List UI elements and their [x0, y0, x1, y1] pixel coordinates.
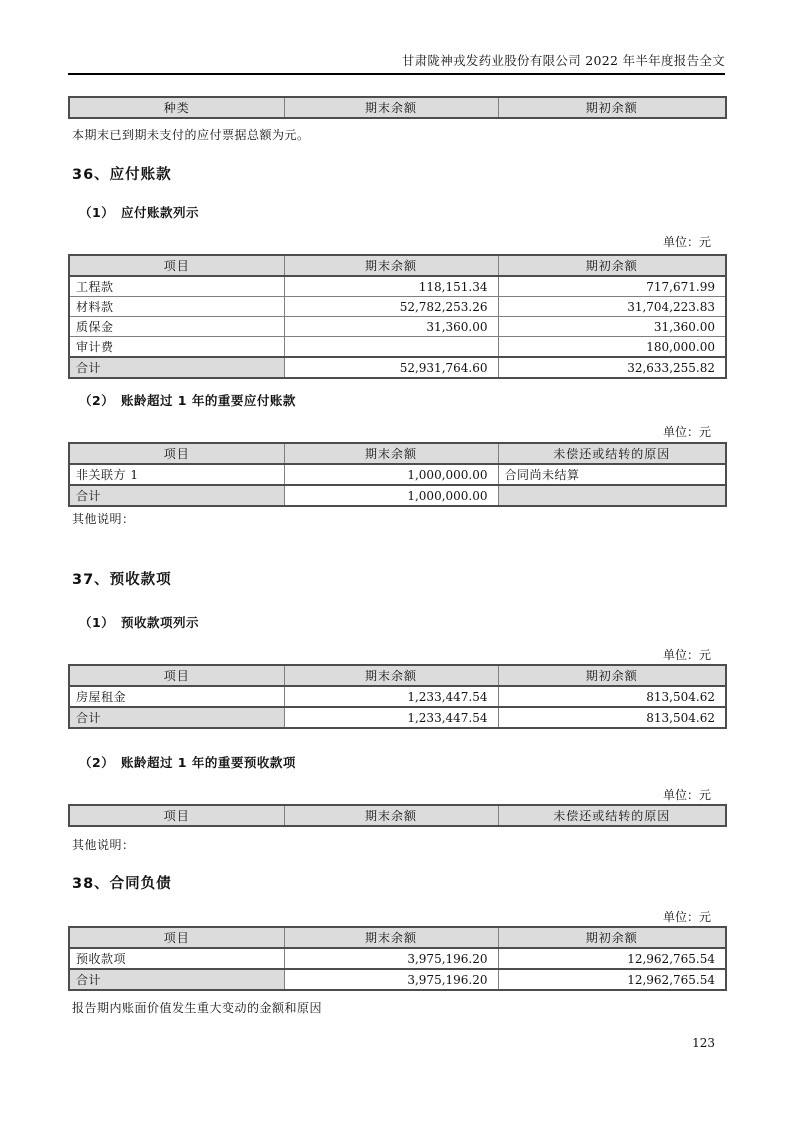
cell-item: 质保金 — [69, 317, 284, 337]
cell-item: 工程款 — [69, 276, 284, 297]
table-row — [69, 276, 726, 297]
cell-beginning-balance: 31,360.00 — [498, 317, 726, 337]
col-header-item: 项目 — [69, 665, 284, 686]
total-row — [69, 707, 726, 728]
cell-item: 非关联方 1 — [69, 464, 284, 485]
col-header-item: 项目 — [69, 927, 284, 948]
cell-beginning-balance: 717,671.99 — [498, 276, 726, 297]
col-header-beginning-balance: 期初余额 — [498, 927, 726, 948]
section-37-2-heading: （2） 账龄超过 1 年的重要预收款项 — [79, 755, 296, 770]
col-header-beginning-balance: 期初余额 — [498, 255, 726, 276]
total-row — [69, 357, 726, 378]
accounts-payable-table — [68, 254, 727, 379]
cell-beginning-balance: 180,000.00 — [498, 337, 726, 358]
cell-item: 材料款 — [69, 297, 284, 317]
cell-beginning-balance: 32,633,255.82 — [498, 357, 726, 378]
col-header-item: 项目 — [69, 805, 284, 826]
table-header-row — [69, 805, 726, 826]
cell-beginning-balance: 12,962,765.54 — [498, 948, 726, 969]
advances-over-1-year-table — [68, 804, 727, 827]
cell-reason — [498, 485, 726, 506]
table-header-row — [69, 927, 726, 948]
col-header-category: 种类 — [69, 97, 284, 118]
cell-item: 房屋租金 — [69, 686, 284, 707]
section-36-heading: 36、应付账款 — [72, 167, 172, 183]
unit-label: 单位：元 — [662, 910, 711, 924]
cell-beginning-balance: 813,504.62 — [498, 707, 726, 728]
cell-beginning-balance: 12,962,765.54 — [498, 969, 726, 990]
cell-ending-balance: 52,782,253.26 — [284, 297, 498, 317]
table-row — [69, 948, 726, 969]
unit-label: 单位：元 — [662, 648, 711, 662]
col-header-beginning-balance: 期初余额 — [498, 97, 726, 118]
unit-label: 单位：元 — [662, 235, 711, 249]
cell-total-label: 合计 — [69, 969, 284, 990]
cell-total-label: 合计 — [69, 357, 284, 378]
cell-total-label: 合计 — [69, 485, 284, 506]
unit-label: 单位：元 — [662, 425, 711, 439]
cell-ending-balance: 3,975,196.20 — [284, 969, 498, 990]
cell-ending-balance: 118,151.34 — [284, 276, 498, 297]
col-header-item: 项目 — [69, 443, 284, 464]
advances-received-table — [68, 664, 727, 729]
table-row — [69, 464, 726, 485]
cell-item: 预收款项 — [69, 948, 284, 969]
report-header-title: 甘肃陇神戎发药业股份有限公司 2022 年半年度报告全文 — [401, 53, 725, 68]
col-header-reason: 未偿还或结转的原因 — [498, 443, 726, 464]
col-header-reason: 未偿还或结转的原因 — [498, 805, 726, 826]
section-37-heading: 37、预收款项 — [72, 572, 172, 588]
table-header-row — [69, 443, 726, 464]
carrying-value-change-note: 报告期内账面价值发生重大变动的金额和原因 — [72, 1001, 323, 1015]
cell-ending-balance: 31,360.00 — [284, 317, 498, 337]
other-notes-label: 其他说明： — [72, 838, 135, 852]
page-number: 123 — [692, 1036, 715, 1050]
cell-ending-balance — [284, 337, 498, 358]
col-header-ending-balance: 期末余额 — [284, 805, 498, 826]
section-36-1-heading: （1） 应付账款列示 — [79, 205, 199, 220]
total-row — [69, 969, 726, 990]
section-36-2-heading: （2） 账龄超过 1 年的重要应付账款 — [79, 393, 296, 408]
col-header-ending-balance: 期末余额 — [284, 927, 498, 948]
header-divider — [68, 73, 725, 75]
unit-label: 单位：元 — [662, 788, 711, 802]
section-37-1-heading: （1） 预收款项列示 — [79, 615, 199, 630]
notes-payable-table — [68, 96, 727, 119]
col-header-ending-balance: 期末余额 — [284, 443, 498, 464]
other-notes-label: 其他说明： — [72, 512, 135, 526]
cell-ending-balance: 1,000,000.00 — [284, 485, 498, 506]
table-header-row — [69, 255, 726, 276]
cell-total-label: 合计 — [69, 707, 284, 728]
cell-item: 审计费 — [69, 337, 284, 358]
table-row — [69, 686, 726, 707]
notes-payable-remark: 本期末已到期未支付的应付票据总额为元。 — [72, 128, 310, 142]
ap-over-1-year-table — [68, 442, 727, 507]
table-row — [69, 337, 726, 358]
table-header-row — [69, 97, 726, 118]
col-header-beginning-balance: 期初余额 — [498, 665, 726, 686]
cell-beginning-balance: 813,504.62 — [498, 686, 726, 707]
cell-ending-balance: 52,931,764.60 — [284, 357, 498, 378]
cell-ending-balance: 1,000,000.00 — [284, 464, 498, 485]
cell-reason: 合同尚未结算 — [498, 464, 726, 485]
col-header-ending-balance: 期末余额 — [284, 665, 498, 686]
col-header-ending-balance: 期末余额 — [284, 255, 498, 276]
cell-beginning-balance: 31,704,223.83 — [498, 297, 726, 317]
contract-liabilities-table — [68, 926, 727, 991]
table-header-row — [69, 665, 726, 686]
section-38-heading: 38、合同负债 — [72, 876, 172, 892]
cell-ending-balance: 1,233,447.54 — [284, 707, 498, 728]
cell-ending-balance: 3,975,196.20 — [284, 948, 498, 969]
col-header-item: 项目 — [69, 255, 284, 276]
cell-ending-balance: 1,233,447.54 — [284, 686, 498, 707]
table-row — [69, 317, 726, 337]
col-header-ending-balance: 期末余额 — [284, 97, 498, 118]
total-row — [69, 485, 726, 506]
table-row — [69, 297, 726, 317]
